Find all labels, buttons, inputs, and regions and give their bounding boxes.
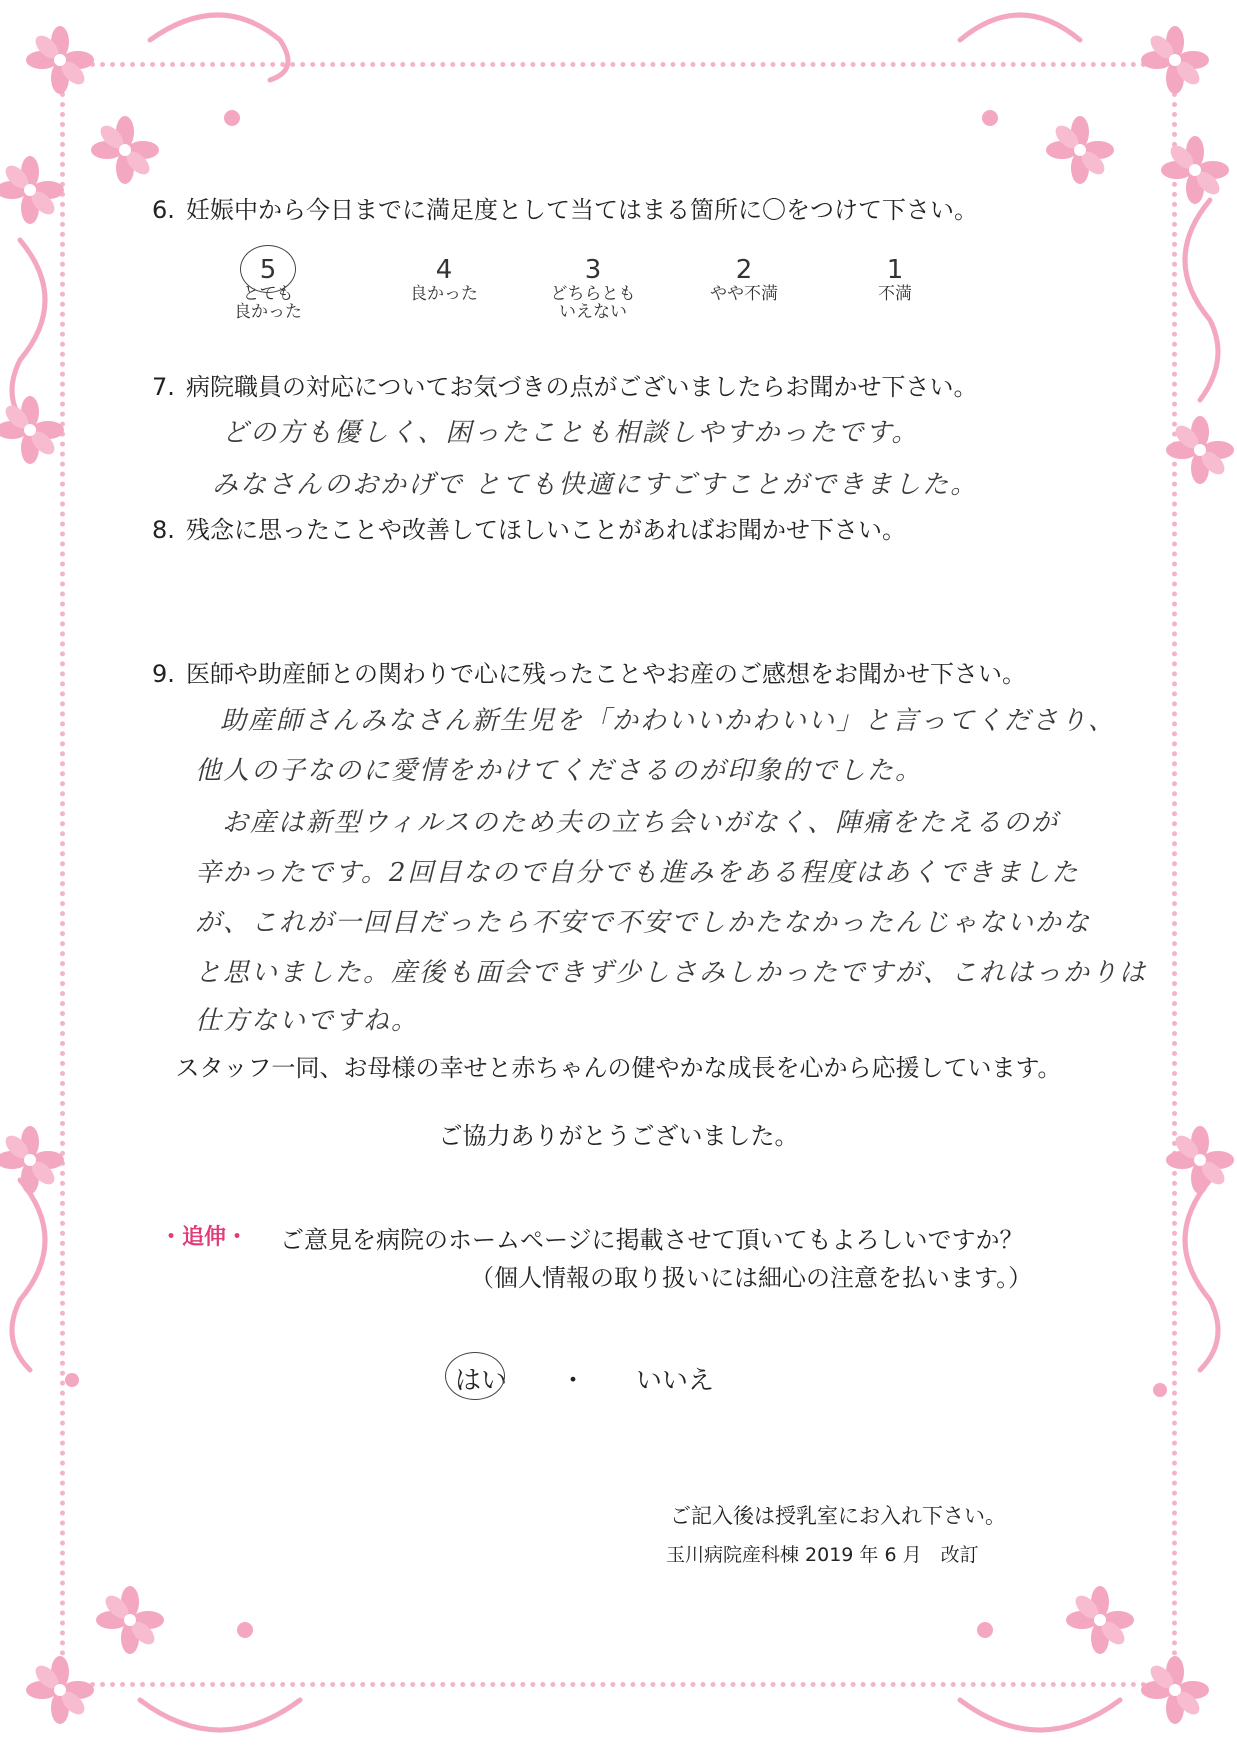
question-text: 残念に思ったことや改善してほしいことがあればお聞かせ下さい。: [186, 516, 906, 544]
question-text: 病院職員の対応についてお気づきの点がございましたらお聞かせ下さい。: [186, 373, 978, 401]
question-number: 6.: [152, 196, 175, 224]
handwritten-answer-line: 助産師さんみなさん新生児を「かわいいかわいい」と言ってくださり、: [220, 706, 1117, 736]
thank-you-message: ご協力ありがとうございました。: [438, 1122, 799, 1150]
option-value: 1: [886, 255, 904, 285]
handwritten-answer-line: 辛かったです。2回目なので自分でも進みをある程度はあくできました: [195, 858, 1080, 888]
option-value: 2: [735, 255, 753, 285]
scale-option-2[interactable]: [684, 255, 804, 303]
option-label: 良かった: [410, 284, 478, 304]
handwritten-answer-line: みなさんのおかげで とても快適にすごすことができました。: [212, 470, 979, 500]
yes-option[interactable]: はい: [455, 1366, 508, 1396]
postscript-note: （個人情報の取り扱いには細心の注意を払います。）: [470, 1264, 1033, 1292]
handwritten-answer-line: 他人の子なのに愛情をかけてくださるのが印象的でした。: [195, 756, 924, 786]
option-label: どちらとも いえない: [550, 284, 636, 322]
option-value: 5: [259, 255, 277, 285]
question-number: 8.: [152, 516, 175, 544]
footer-instruction: ご記入後は授乳室にお入れ下さい。: [670, 1504, 1006, 1528]
question-9: [152, 654, 1026, 689]
selected-yes-circle: [445, 1352, 508, 1400]
satisfaction-scale: [0, 255, 1237, 335]
no-option[interactable]: いいえ: [636, 1366, 715, 1396]
option-separator: ・: [560, 1366, 587, 1396]
handwritten-answer-line: と思いました。産後も面会できず少しさみしかったですが、これはっかりは: [195, 958, 1148, 988]
footer-revision: 玉川病院産科棟 2019 年 6 月 改訂: [666, 1544, 979, 1566]
question-8: [152, 510, 906, 545]
handwritten-answer-line: 仕方ないですね。: [195, 1006, 420, 1036]
handwritten-answer-line: どの方も優しく、困ったことも相談しやすかったです。: [222, 418, 920, 448]
handwritten-answer-line: が、これが一回目だったら不安で不安でしかたなかったんじゃないかな: [195, 908, 1092, 938]
postscript-label: ・追伸・: [160, 1225, 249, 1250]
scale-option-4[interactable]: [384, 255, 504, 303]
option-label: とても 良かった: [234, 284, 302, 322]
option-value: 4: [435, 255, 453, 285]
scale-option-1[interactable]: [835, 255, 955, 303]
question-number: 9.: [152, 660, 175, 688]
scale-option-3[interactable]: [533, 255, 653, 321]
option-label: 不満: [878, 284, 912, 304]
question-text: 医師や助産師との関わりで心に残ったことやお産のご感想をお聞かせ下さい。: [186, 660, 1026, 688]
postscript-question: ご意見を病院のホームページに掲載させて頂いてもよろしいですか？: [280, 1226, 1024, 1254]
question-number: 7.: [152, 373, 175, 401]
closing-message: スタッフ一同、お母様の幸せと赤ちゃんの健やかな成長を心から応援しています。: [175, 1054, 1062, 1082]
question-7: [152, 367, 978, 402]
selected-option-circle: [240, 245, 296, 293]
option-label: やや不満: [710, 284, 778, 304]
question-6: [152, 190, 978, 225]
option-value: 3: [584, 255, 602, 285]
handwritten-answer-line: お産は新型ウィルスのため夫の立ち会いがなく、陣痛をたえるのが: [222, 808, 1060, 838]
question-text: 妊娠中から今日までに満足度として当てはまる箇所に〇をつけて下さい。: [186, 196, 978, 224]
